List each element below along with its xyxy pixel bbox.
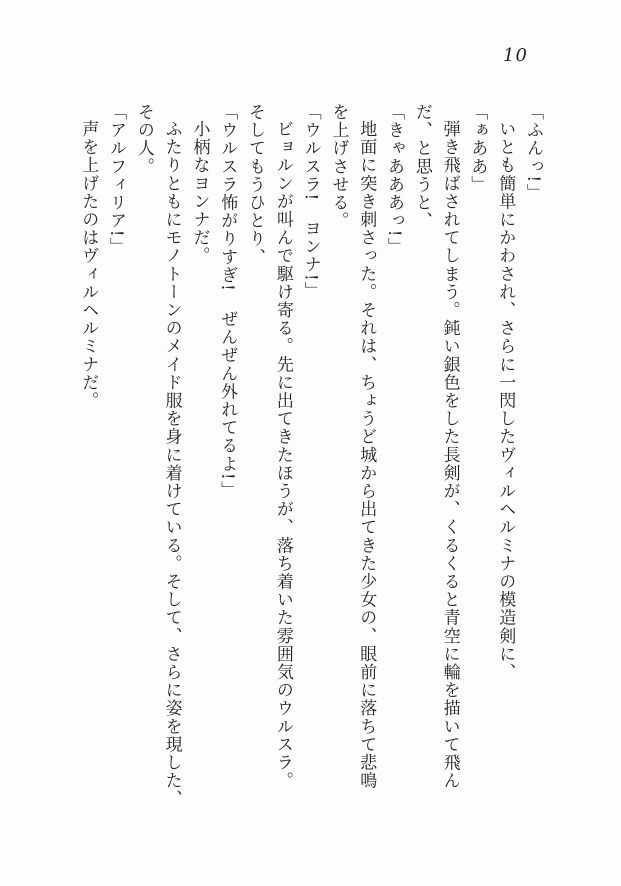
text-line: ふたりともにモノトーンのメイド服を身に着けている。そして、さらに姿を現した、 xyxy=(161,120,182,808)
text-line: そしてもうひとり、 xyxy=(245,103,266,266)
text-line: 声を上げたのはヴィルヘルミナだ。 xyxy=(78,120,99,410)
text-block xyxy=(73,103,546,813)
page-number: 10 xyxy=(503,45,528,66)
text-line: を上げさせる。 xyxy=(328,103,349,230)
text-line: 「ふんっ!」 xyxy=(523,103,543,202)
text-line: 「ウルスラ! ヨンナ!」 xyxy=(300,103,321,300)
text-line: ビョルンが叫んで駆け寄る。先に出てきたほうが、落ち着いた雰囲気のウルスラ。 xyxy=(272,120,293,790)
text-line: だ、と思うと、 xyxy=(411,103,432,230)
text-line: 「ウルスラ怖がりすぎ! ぜんぜん外れてるよ!」 xyxy=(217,103,238,499)
text-line: その人。 xyxy=(133,103,154,176)
text-line: 小柄なヨンナだ。 xyxy=(189,120,210,265)
text-line: 「ぁああ」 xyxy=(467,103,488,194)
text-line: 「アルフィリア!」 xyxy=(106,103,127,256)
text-line: いとも簡単にかわされ、さらに一閃したヴィルヘルミナの模造剣に、 xyxy=(495,120,516,682)
text-line: 地面に突き刺さった。それは、ちょうど城から出てきた少女の、眼前に落ちて悲鳴 xyxy=(356,120,377,790)
text-line: 「きゃあああっ!」 xyxy=(384,103,405,256)
text-line: 弾き飛ばされてしまう。鈍い銀色をした長剣が、くるくると青空に輪を描いて飛ん xyxy=(439,120,460,790)
